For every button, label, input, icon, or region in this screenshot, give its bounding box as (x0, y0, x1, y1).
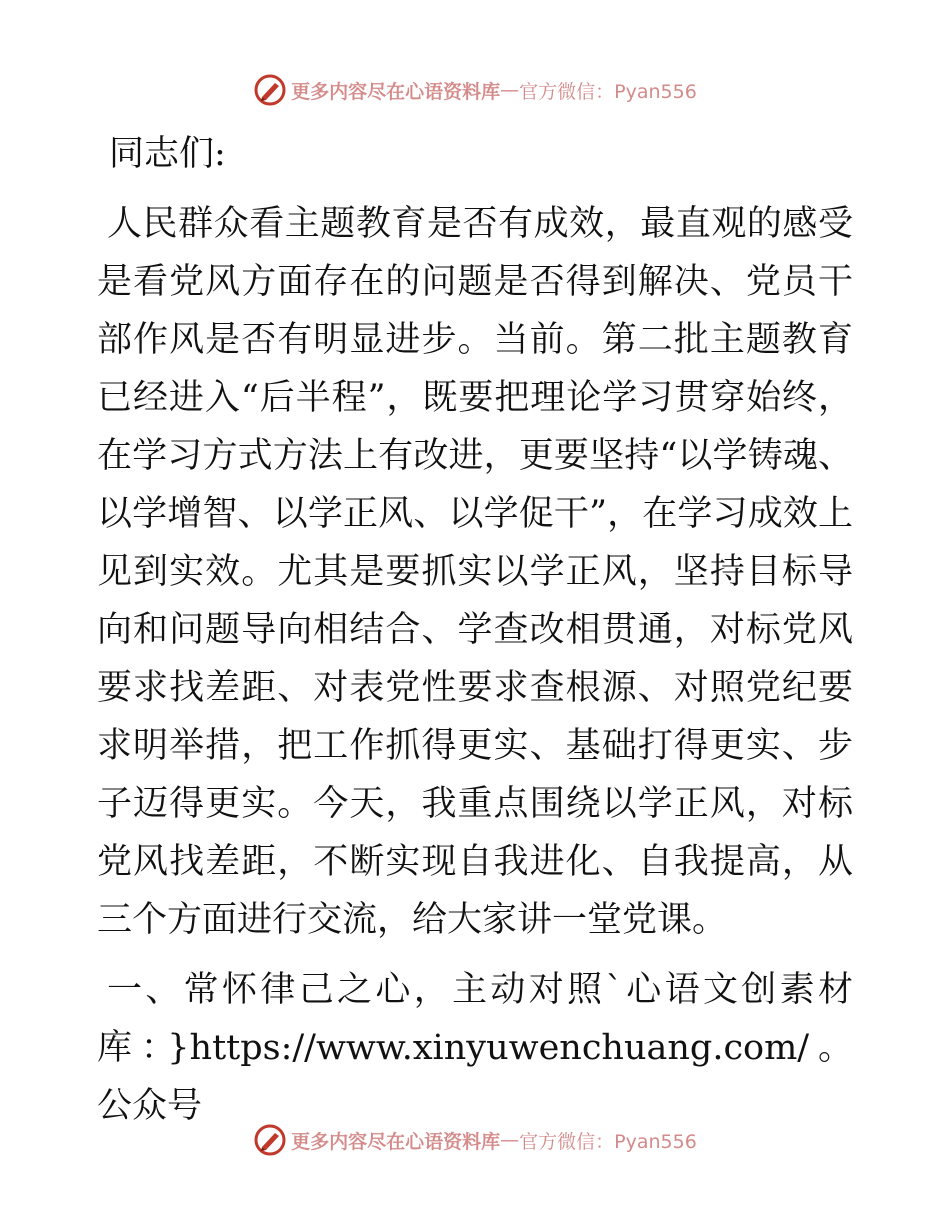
salutation: 同志们: (109, 134, 226, 174)
section-heading-1: 一、常怀律己之心，主动对照ˋ心语文创素材库：}https://www.xinyuwenchuang.com/。公众号 (97, 970, 853, 1126)
pen-logo-icon (253, 1123, 287, 1157)
footer-brand-text: 更多内容尽在心语资料库 (291, 1130, 501, 1153)
page-footer-watermark (0, 1120, 950, 1160)
footer-separator: — (500, 1129, 520, 1151)
document-body (97, 125, 853, 1135)
paragraph-1: 人民群众看主题教育是否有成效，最直观的感受是看党风方面存在的问题是否得到解决、党员干部作风是否有明显进步。当前。第二批主题教育已经进入“后半程”，既要把理论学习贯穿始终，在学习方式方法上有改进，更要坚持“以学铸魂、以学增智、以学正风、以学促干”，在学习成效上见到实效。尤其是要抓实以学正风，坚持目标导向和问题导向相结合、学查改相贯通，对标党风要求找差距、对表党性要求查根源、对照党纪要求明举措，把工作抓得更实、基础打得更实、步子迈得更实。今天，我重点围绕以学正风，对标党风找差距，不断实现自我进化、自我提高，从三个方面进行交流，给大家讲一堂党课。 (97, 204, 853, 940)
header-separator: — (500, 79, 520, 101)
pen-logo-icon (253, 73, 287, 107)
footer-wechat-text: 官方微信：Pyan556 (519, 1130, 697, 1153)
page-header-watermark (0, 70, 950, 110)
header-brand-text: 更多内容尽在心语资料库 (291, 80, 501, 103)
header-wechat-text: 官方微信：Pyan556 (519, 80, 697, 103)
